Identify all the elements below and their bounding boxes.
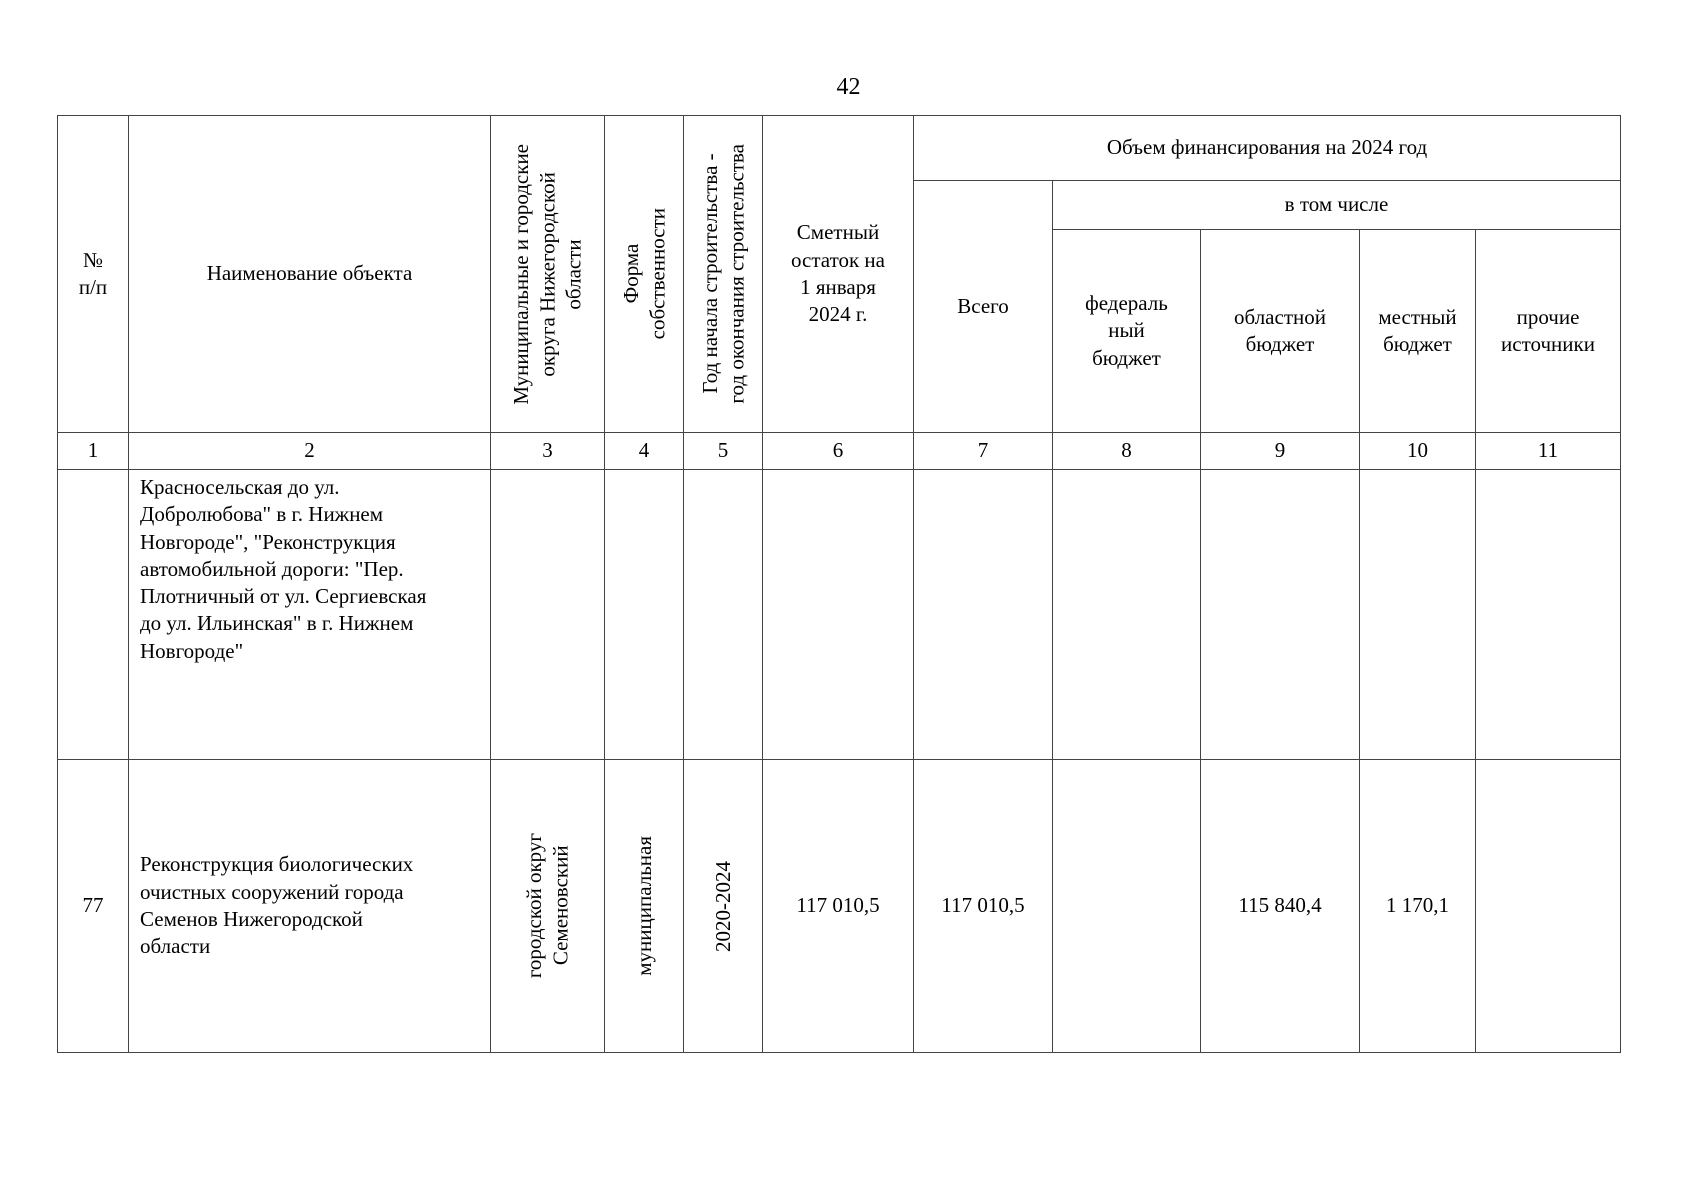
- col-number: 8: [1053, 433, 1201, 470]
- header-estimate: Сметный остаток на 1 января 2024 г.: [763, 116, 914, 433]
- header-federal: федераль ный бюджет: [1053, 230, 1201, 433]
- row-total: [914, 470, 1053, 760]
- row-name: Красносельская до ул. Добролюбова" в г. Нижнем Новгороде", "Реконструкция автомобильной дороги: "Пер. Плотничный от ул. Сергиевская до ул. Ильинская" в г. Нижнем Новгороде": [129, 470, 491, 760]
- row-ownership: муниципальная: [605, 760, 684, 1053]
- header-total: Всего: [914, 181, 1053, 433]
- col-number: 5: [684, 433, 763, 470]
- header-name: Наименование объекта: [129, 116, 491, 433]
- row-years: 2020-2024: [684, 760, 763, 1053]
- row-ownership: [605, 470, 684, 760]
- header-ownership: Форма собственности: [605, 116, 684, 433]
- row-municipality: [491, 470, 605, 760]
- row-regional: [1201, 470, 1360, 760]
- row-municipality: городской округ Семеновский: [491, 760, 605, 1053]
- row-federal: [1053, 470, 1201, 760]
- row-estimate: [763, 470, 914, 760]
- header-funding: Объем финансирования на 2024 год: [914, 116, 1621, 181]
- row-name: Реконструкция биологических очистных сооружений города Семенов Нижегородской области: [129, 760, 491, 1053]
- row-years: [684, 470, 763, 760]
- col-number: 4: [605, 433, 684, 470]
- header-local: местный бюджет: [1360, 230, 1476, 433]
- col-number: 11: [1476, 433, 1621, 470]
- row-regional: 115 840,4: [1201, 760, 1360, 1053]
- col-number: 7: [914, 433, 1053, 470]
- column-number-row: [58, 433, 1621, 470]
- table-row: [58, 470, 1621, 760]
- header-regional: областной бюджет: [1201, 230, 1360, 433]
- page-number: 42: [836, 74, 861, 100]
- row-total: 117 010,5: [914, 760, 1053, 1053]
- header-years: Год начала строительства - год окончания строительства: [684, 116, 763, 433]
- row-federal: [1053, 760, 1201, 1053]
- col-number: 1: [58, 433, 129, 470]
- row-other: [1476, 760, 1621, 1053]
- row-local: [1360, 470, 1476, 760]
- col-number: 9: [1201, 433, 1360, 470]
- header-municipality: Муниципальные и городские округа Нижегородской области: [491, 116, 605, 433]
- row-other: [1476, 470, 1621, 760]
- col-number: 3: [491, 433, 605, 470]
- row-local: 1 170,1: [1360, 760, 1476, 1053]
- row-no: [58, 470, 129, 760]
- header-including: в том числе: [1053, 181, 1621, 230]
- financing-table: [57, 115, 1621, 1053]
- header-other: прочие источники: [1476, 230, 1621, 433]
- row-estimate: 117 010,5: [763, 760, 914, 1053]
- header-no: № п/п: [58, 116, 129, 433]
- col-number: 10: [1360, 433, 1476, 470]
- table-row: [58, 760, 1621, 1053]
- col-number: 2: [129, 433, 491, 470]
- row-no: 77: [58, 760, 129, 1053]
- col-number: 6: [763, 433, 914, 470]
